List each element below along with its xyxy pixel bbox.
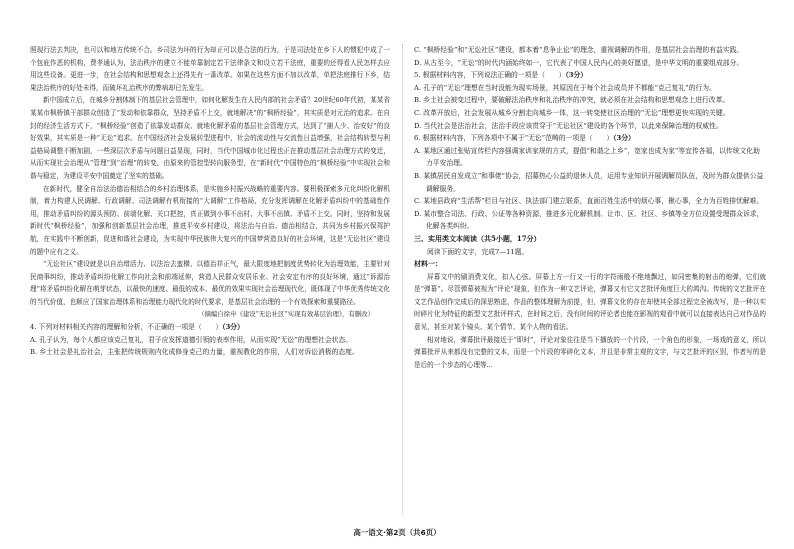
- section-title: 三、实用类文本阅读（共5小题，17分）: [414, 233, 541, 243]
- page-footer: 高一语文·第2页（共6页）: [353, 528, 441, 537]
- material-paragraph: 相对地说，弹幕批评最接近于“即时”，评论对象往往是当下播放的一个片段，一个角色的形象，一场戏的意义，所以弹幕批评从来都没有完整的文本，而是一个片段的零碎化文本，并且是非常主观的文字，与文艺批评的区别，作者写的是是后的一个步态的心理等...: [414, 335, 766, 369]
- article-body: [30, 44, 390, 308]
- question-4: [30, 321, 390, 359]
- option-a: A. 孔子认为，每个人都应该克己复礼，君子应发挥道德引领的表率作用，从而实现“无讼”的理想社会状态。: [30, 335, 353, 344]
- article-source: （摘编自徐申《建设“无讼社区”实现有效基层治理》，有删改）: [198, 310, 374, 319]
- option-d: D. 当代社会是法治社会，法治手段应该贯穿于“无讼社区”建设的各个环节，以此来保障治理的权威性。: [414, 121, 723, 130]
- option-b: B. 某镇居民自发成立“和事佬”协会，招募热心公益的退休人员，运用专业知识开展调解员队伍，及时为群众提供公益调解服务。: [414, 171, 764, 193]
- option-a: A. 孔子的“无讼”理想在当时没能为现实场景，其原因在于每个社会成员并不都能“克己复礼”的行为。: [414, 83, 716, 92]
- option-c: C. 改革开放后，社会发展从城乡分割走向城乡一体，这一转变使社区治理的“无讼”理想更快实现的关键。: [414, 108, 730, 117]
- article-paragraph: “无讼社区”建设就是以自治增活力、以法治去蛮横、以德治祥正气，最大限度地把制度优势转化为治理效能，主要针对民商事纠纷，推动矛盾纠纷化解工作向社会和前端延伸，营造人民群众安居乐业、社会安定有序的良好环境，通过“诉源治理”将矛盾纠纷化解在萌芽状态，以最快的速度、最低的成本、最优的效果实现社会治理现代化，既体现了中华优秀传统文化的当代价值，也顺应了国家治理体系和治理能力现代化的时代要求，是基层社会治理的一个有效探索和重要路径。: [30, 260, 390, 306]
- article-paragraph: 照现行法去判决，也可以和地方传统不合。乡司法为坏的行为却正可以是合法的行为，于是司法处在乡下人的惯犯中成了一个包庇作恶的机构，费孝通认为，法治秩序的建立不能单靠制定若干法律条文和设立若干法庭，重要的还得看人民怎样去应用这些设备。更进一步，在社会结构和思想观念上还得先有一番改革。如果在这些方面不加以改革，单把法庭推行下乡，结果法治秩序的好处未得，而破坏礼治秩序的弊病却已先发生。: [30, 46, 390, 92]
- right-column: [414, 44, 766, 371]
- question-stem: 6. 根据材料内容，下列各项中不属于“无讼”范畴的一项是（ ）: [414, 134, 614, 143]
- column-divider: [402, 44, 403, 514]
- article-paragraph: 在新时代，健全自治法治德治相结合的乡村治理体系，是实施乡村振兴战略的重要内容。要积极探索多元化纠纷化解机制，着力构建人民调解、行政调解、司法调解有机衔接的“大调解”工作格局，充分发挥调解在化解矛盾纠纷中的基础性作用，推动矛盾纠纷的源头预防、前端化解、关口把控，真正做到小事不出村、大事不出镇、矛盾不上交。同时，坚持和发展新时代“枫桥经验”，加强和创新基层社会治理，推进平安乡村建设，将法治与自治、德治相结合，共同为乡村振兴保驾护航，在实践中不断创新，促进和谐社会建设，为实现中华民族伟大复兴的中国梦营造良好的社会环境，这是“无讼社区”建设的题中应有之义。: [30, 184, 390, 256]
- question-4-continued: [414, 44, 766, 69]
- option-c: C. “枫桥经验”和“无讼社区”建设，都本着“息争止讼”的理念，重视调解的作用，是基层社会治理的有益实践。: [414, 46, 744, 54]
- material-body: [414, 271, 766, 372]
- question-stem: 4. 下列对材料相关内容的理解和分析，不正确的一项是（ ）: [30, 323, 223, 332]
- option-b: B. 乡土社会被变过程中，要破解法治秩序和礼治秩序的冲突，就必须在社会结构和思想观念上进行改革。: [414, 96, 730, 105]
- material-paragraph: 屏幕文中的刷消费文化，扣人心弦。屏幕上方一行又一行的字符雨般不绝地飘过，如同密集的射击的炮弹，它们就是“弹幕”。尽管弹幕被视为“评论”现象，但作为一种文艺评论，弹幕又有它文艺批评角度巨大的鸿沟。传统的文艺批评在文艺作品创作完成后的深思熟虑，作品的整体理解为前提，但，弹幕文化的存在却使其全部过程完全被改写，是一种以实时碎片化为特征的新型文艺批评样式，在时间之后，没有时间的评论者也能在影视的观看中就可以直接表达自己对作品的意见，甚至对某个镜头、某个情节、某个人物的看法。: [414, 272, 766, 332]
- question-stem: 5. 根据材料内容，下列说法正确的一项是（ ）: [414, 71, 566, 80]
- material-title: 材料一：: [414, 259, 442, 269]
- option-d: D. 从古至今，“无讼”的时代内涵始终如一，它代表了中国人民内心的美好愿望，是中华文明的重要组成部分。: [414, 58, 744, 67]
- option-c: C. 某地县政府“生活帮”栏目与社区、执法部门建立联系，直面百姓生活中的烦心事，揪心事，全力为百姓排忧解难。: [414, 197, 764, 206]
- question-5: [414, 69, 766, 132]
- left-column: [30, 44, 390, 359]
- question-score: （3分）: [613, 134, 635, 143]
- option-a: A. 某地区通过张贴宣传栏内容强调家训家规的方式，提倡“和谐之上乡”，宽家也成为家“等宜传各福，以传统文化助力平安治理。: [414, 146, 760, 168]
- question-6: [414, 132, 766, 233]
- question-score: （3分）: [565, 71, 588, 80]
- option-b: B. 乡土社会是礼治社会，主张把传统规则内化成修身克己的力量，重视教化的作用，人们对诉讼消极的态度。: [30, 348, 359, 357]
- reading-instruction: 阅读下面的文字，完成7—11题。: [427, 247, 529, 256]
- option-d: D. 某市整合司法、行政、公证等各种资源，推进多元化解机制、让市、区、社区、乡镇等全方位设置受理群众诉求，化解各类纠纷。: [414, 209, 764, 231]
- article-paragraph: 新中国成立后，在城乡分割体制下的基层社会管理中，如何化解发生在人民内部的社会矛盾？20世纪60年代初，某某省某某市枫桥镇干部群众创造了“发动和依靠群众，坚持矛盾不上交，就地解决”的“枫桥经验”，其实质是对元治的追求。在自封的经济生活方式下，“枫桥经验”创造了依靠发动群众、就地化解矛盾的基层社会管理方式，达到了“捕人少、治安好”的良好效果，其实质是一种“无讼”追求。在中国经济社会发展转型进程中，社会的流动性与交流性日益增强，社会结构转型与利益格局调整不断加剧，一些深层次矛盾与问题日益显现，同时，当代中国城市化过程也正在推动基层社会治理方式的变迁，从而实现社会治理从“管理”到“治理”的转变，由原来的管控型转向服务型，在“新时代”中国特色的“枫桥经验”中实现社会和谐与稳定，为建设平安中国奠定了坚实的基础。: [30, 96, 390, 180]
- question-score: （3分）: [222, 323, 244, 332]
